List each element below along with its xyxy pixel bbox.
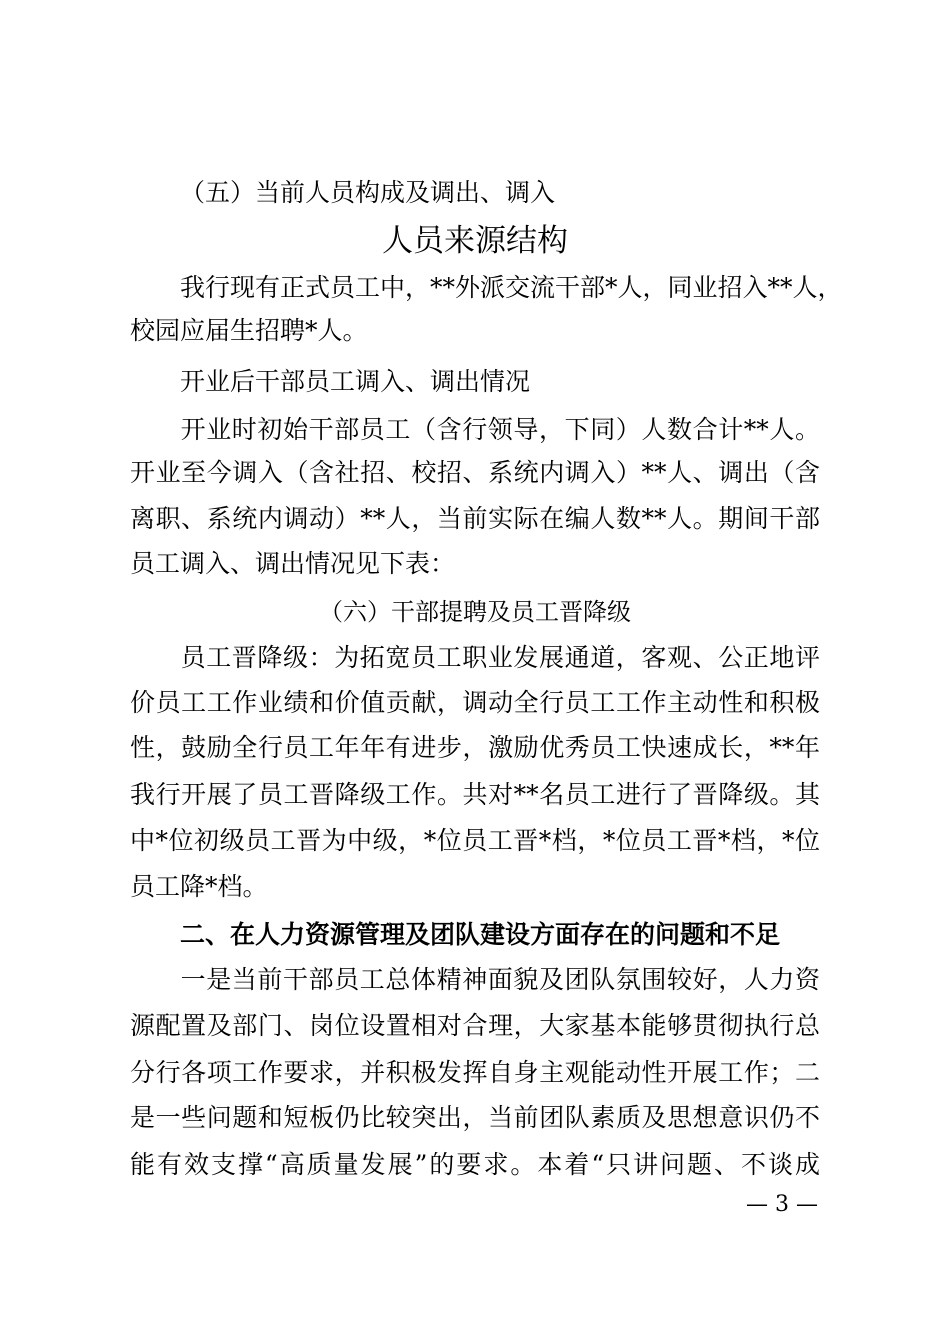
paragraph-line: 开业至今调入（含社招、校招、系统内调入）**人、调出（含 [130,458,820,487]
paragraph-line: 员工晋降级：为拓宽员工职业发展通道，客观、公正地评 [180,643,820,672]
paragraph-line: 我行开展了员工晋降级工作。共对**名员工进行了晋降级。其 [130,780,820,809]
paragraph-line: 能有效支撑“高质量发展”的要求。本着“只讲问题、不谈成 [130,1150,820,1179]
paragraph-line: 一是当前干部员工总体精神面貌及团队氛围较好，人力资 [180,965,820,994]
paragraph-line: 性，鼓励全行员工年年有进步，激励优秀员工快速成长，**年 [130,733,820,762]
paragraph-line: 离职、系统内调动）**人，当前实际在编人数**人。期间干部 [130,504,820,533]
paragraph-line: 是一些问题和短板仍比较突出，当前团队素质及思想意识仍不 [130,1103,820,1132]
paragraph-line: 校园应届生招聘*人。 [130,316,368,345]
page-number: — 3 — [746,1192,818,1217]
document-title: 人员来源结构 [382,223,568,259]
section-five-heading: （五）当前人员构成及调出、调入 [180,178,556,207]
paragraph-line: 员工调入、调出情况见下表： [130,549,456,578]
paragraph-line: 分行各项工作要求，并积极发挥自身主观能动性开展工作；二 [130,1058,820,1087]
paragraph-line: 员工降*档。 [130,872,268,901]
paragraph-line: 开业时初始干部员工（含行领导，下同）人数合计**人。 [180,415,820,444]
paragraph-line: 我行现有正式员工中，**外派交流干部*人，同业招入**人， [180,273,843,302]
subheading-transfer: 开业后干部员工调入、调出情况 [180,367,531,396]
paragraph-line: 中*位初级员工晋为中级，*位员工晋*档，*位员工晋*档，*位 [130,826,820,855]
paragraph-line: 价员工工作业绩和价值贡献，调动全行员工工作主动性和积极 [130,688,820,717]
paragraph-line: 源配置及部门、岗位设置相对合理，大家基本能够贯彻执行总 [130,1011,820,1040]
part-two-heading: 二、在人力资源管理及团队建设方面存在的问题和不足 [180,920,781,949]
section-six-heading: （六）干部提聘及员工晋降级 [319,598,631,626]
